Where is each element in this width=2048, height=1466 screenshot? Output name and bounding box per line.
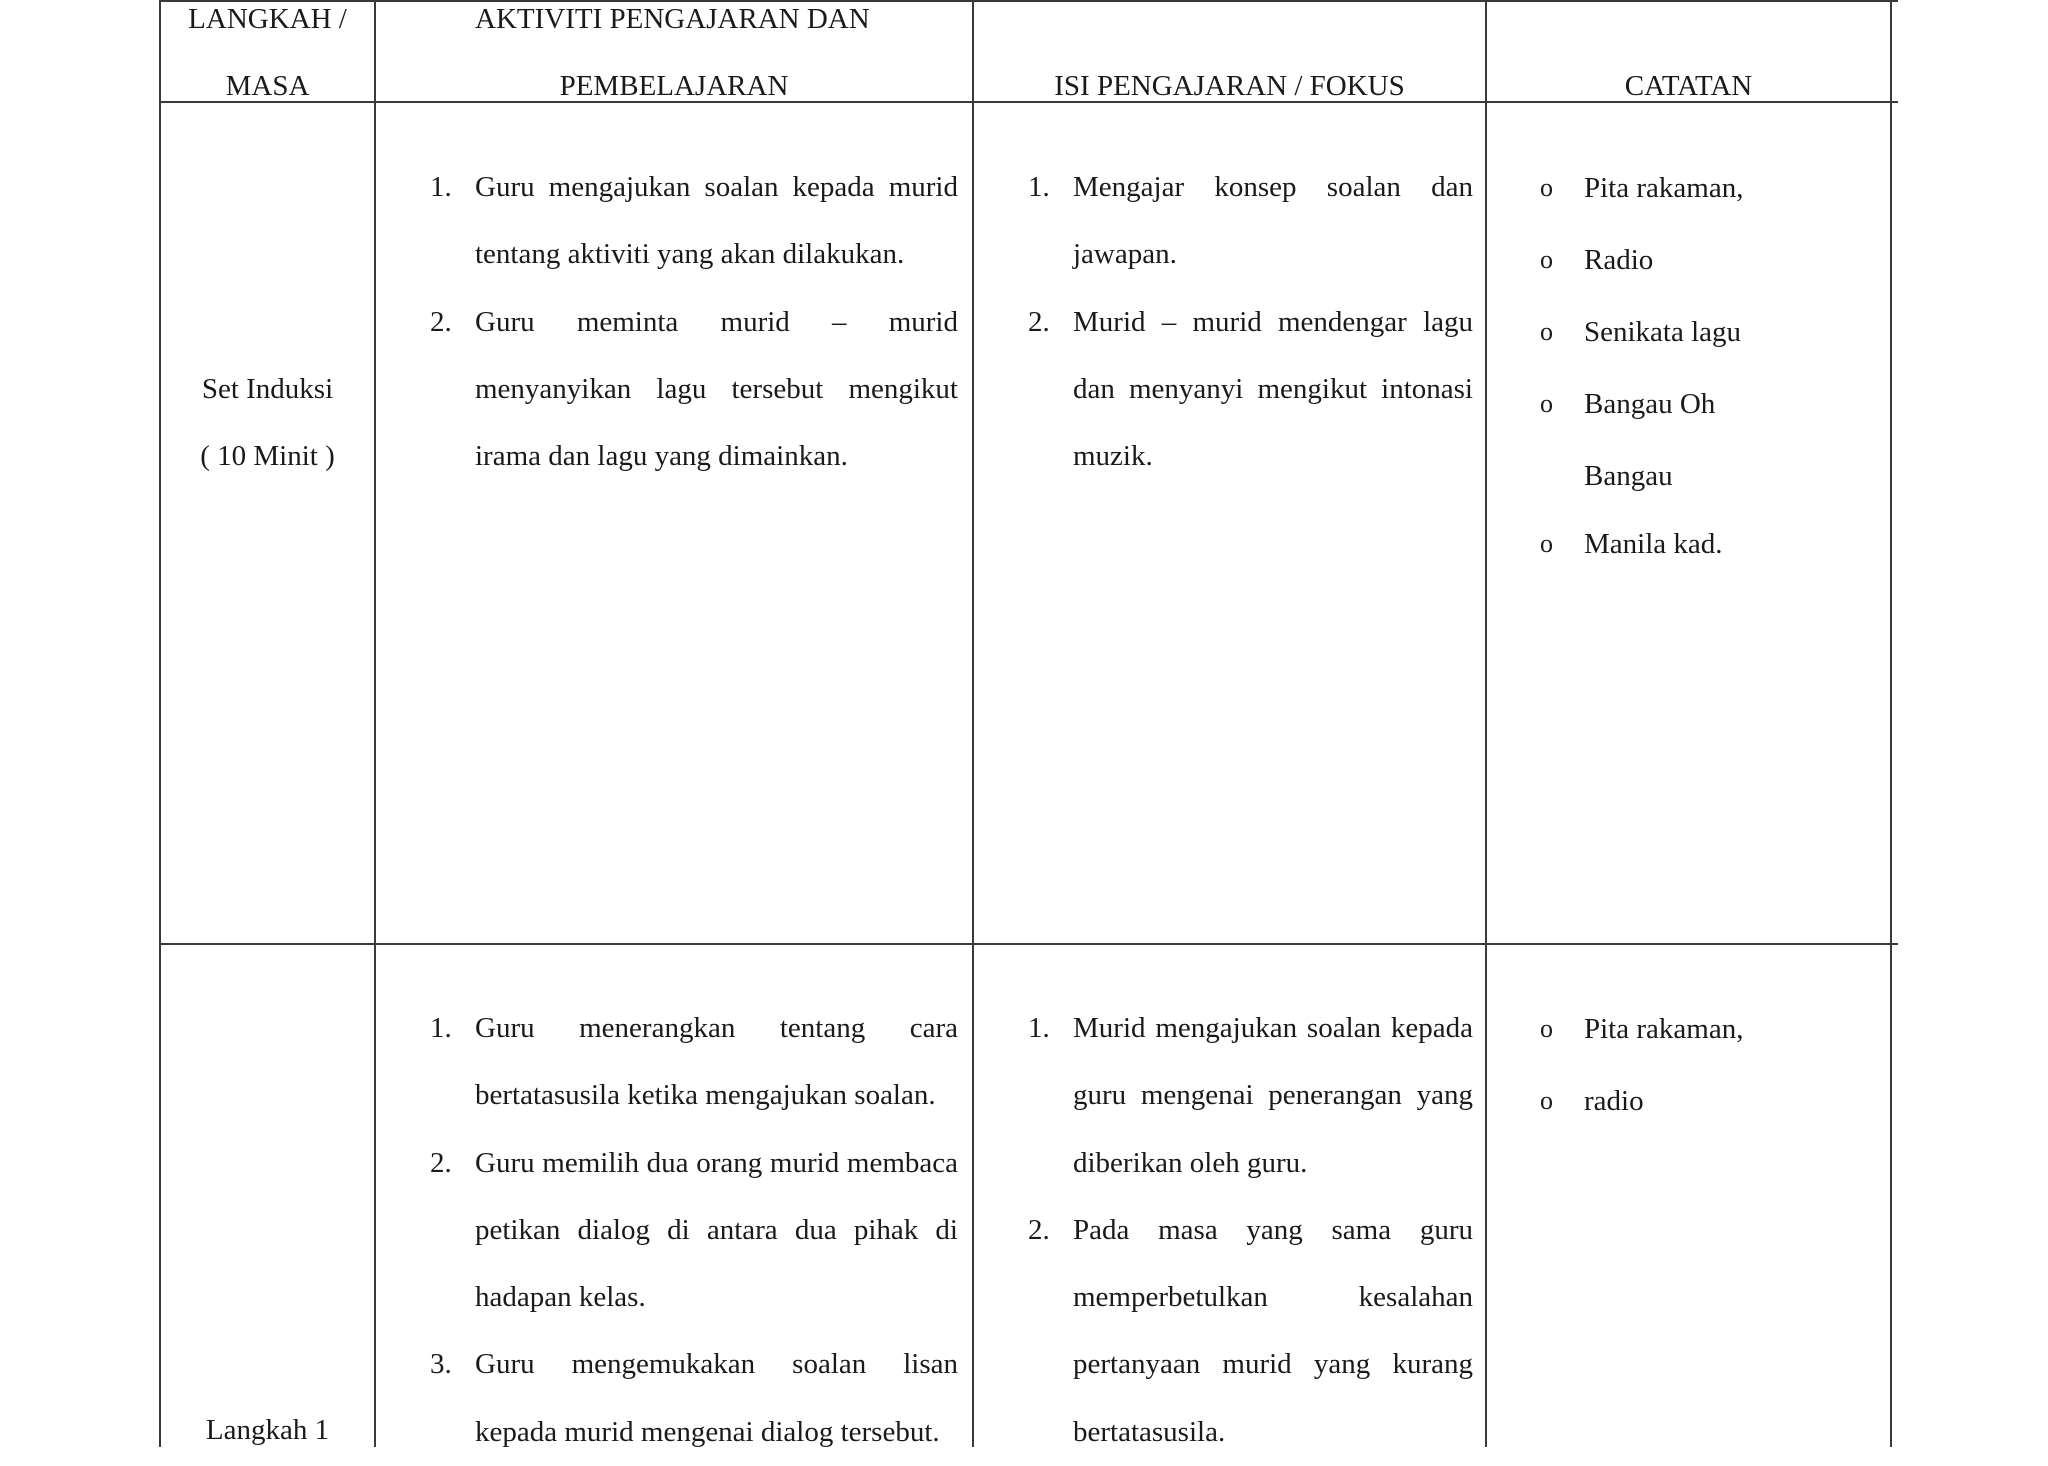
header-langkah: LANGKAH / <box>188 3 347 35</box>
bullet-icon: o <box>1540 389 1553 418</box>
header-masa: MASA <box>225 70 310 102</box>
notes-list <box>1540 993 1804 1137</box>
list-item: o Senikata lagu <box>1540 296 1804 368</box>
table-left-border <box>159 0 161 1447</box>
list-item: 2 . Pada masa yang sama guru memperbetulkan kesalahan pertanyaan murid yang kurang bertatasusila. <box>1028 1197 1473 1466</box>
header-catatan: CATATAN <box>1624 70 1753 102</box>
column-divider-2 <box>972 0 974 1447</box>
row-divider <box>159 943 1898 945</box>
bullet-icon: o <box>1540 245 1553 274</box>
list-item: o Bangau Oh Bangau <box>1540 368 1764 512</box>
list-item: 2 . Guru memilih dua orang murid membaca petikan dialog di antara dua pihak di hadapan kelas. <box>430 1130 958 1332</box>
bullet-icon: o <box>1540 529 1553 558</box>
focus-list <box>1028 995 1473 1466</box>
list-item: o Pita rakaman, <box>1540 152 1804 224</box>
list-item: o Pita rakaman, <box>1540 993 1804 1065</box>
activity-list <box>430 995 958 1466</box>
column-divider-3 <box>1485 0 1487 1447</box>
step-time: ( 10 Minit ) <box>200 440 335 472</box>
bullet-icon: o <box>1540 1014 1553 1043</box>
list-item: o Manila kad. <box>1540 508 1804 580</box>
bullet-icon: o <box>1540 1086 1553 1115</box>
focus-list <box>1028 154 1473 490</box>
table-right-border <box>1890 0 1892 1447</box>
step-label: Langkah 1 <box>205 1414 330 1446</box>
list-item: 3 . Guru mengemukakan soalan lisan kepada murid mengenai dialog tersebut. <box>430 1331 958 1466</box>
step-label: Set Induksi <box>201 373 334 405</box>
list-item: 2 . Murid – murid mendengar lagu dan menyanyi mengikut intonasi muzik. <box>1028 289 1473 491</box>
bullet-icon: o <box>1540 317 1553 346</box>
list-item: o Radio <box>1540 224 1804 296</box>
list-item: 1 . Guru mengajukan soalan kepada murid tentang aktiviti yang akan dilakukan. <box>430 154 958 289</box>
list-item: 1 . Mengajar konsep soalan dan jawapan. <box>1028 154 1473 289</box>
list-item: 1 . Guru menerangkan tentang cara bertatasusila ketika mengajukan soalan. <box>430 995 958 1130</box>
list-item: 1 . Murid mengajukan soalan kepada guru mengenai penerangan yang diberikan oleh guru. <box>1028 995 1473 1197</box>
header-isi-pengajaran: ISI PENGAJARAN / FOKUS <box>1054 70 1405 102</box>
notes-list <box>1540 152 1804 580</box>
activity-list <box>430 154 958 490</box>
column-divider-1 <box>374 0 376 1447</box>
list-item: o radio <box>1540 1065 1804 1137</box>
header-aktiviti: AKTIVITI PENGAJARAN DAN <box>475 3 870 35</box>
bullet-icon: o <box>1540 173 1553 202</box>
table-top-border <box>159 0 1898 2</box>
header-pembelajaran: PEMBELAJARAN <box>559 70 789 102</box>
list-item: 2 . Guru meminta murid – murid menyanyikan lagu tersebut mengikut irama dan lagu yang dimainkan. <box>430 289 958 491</box>
